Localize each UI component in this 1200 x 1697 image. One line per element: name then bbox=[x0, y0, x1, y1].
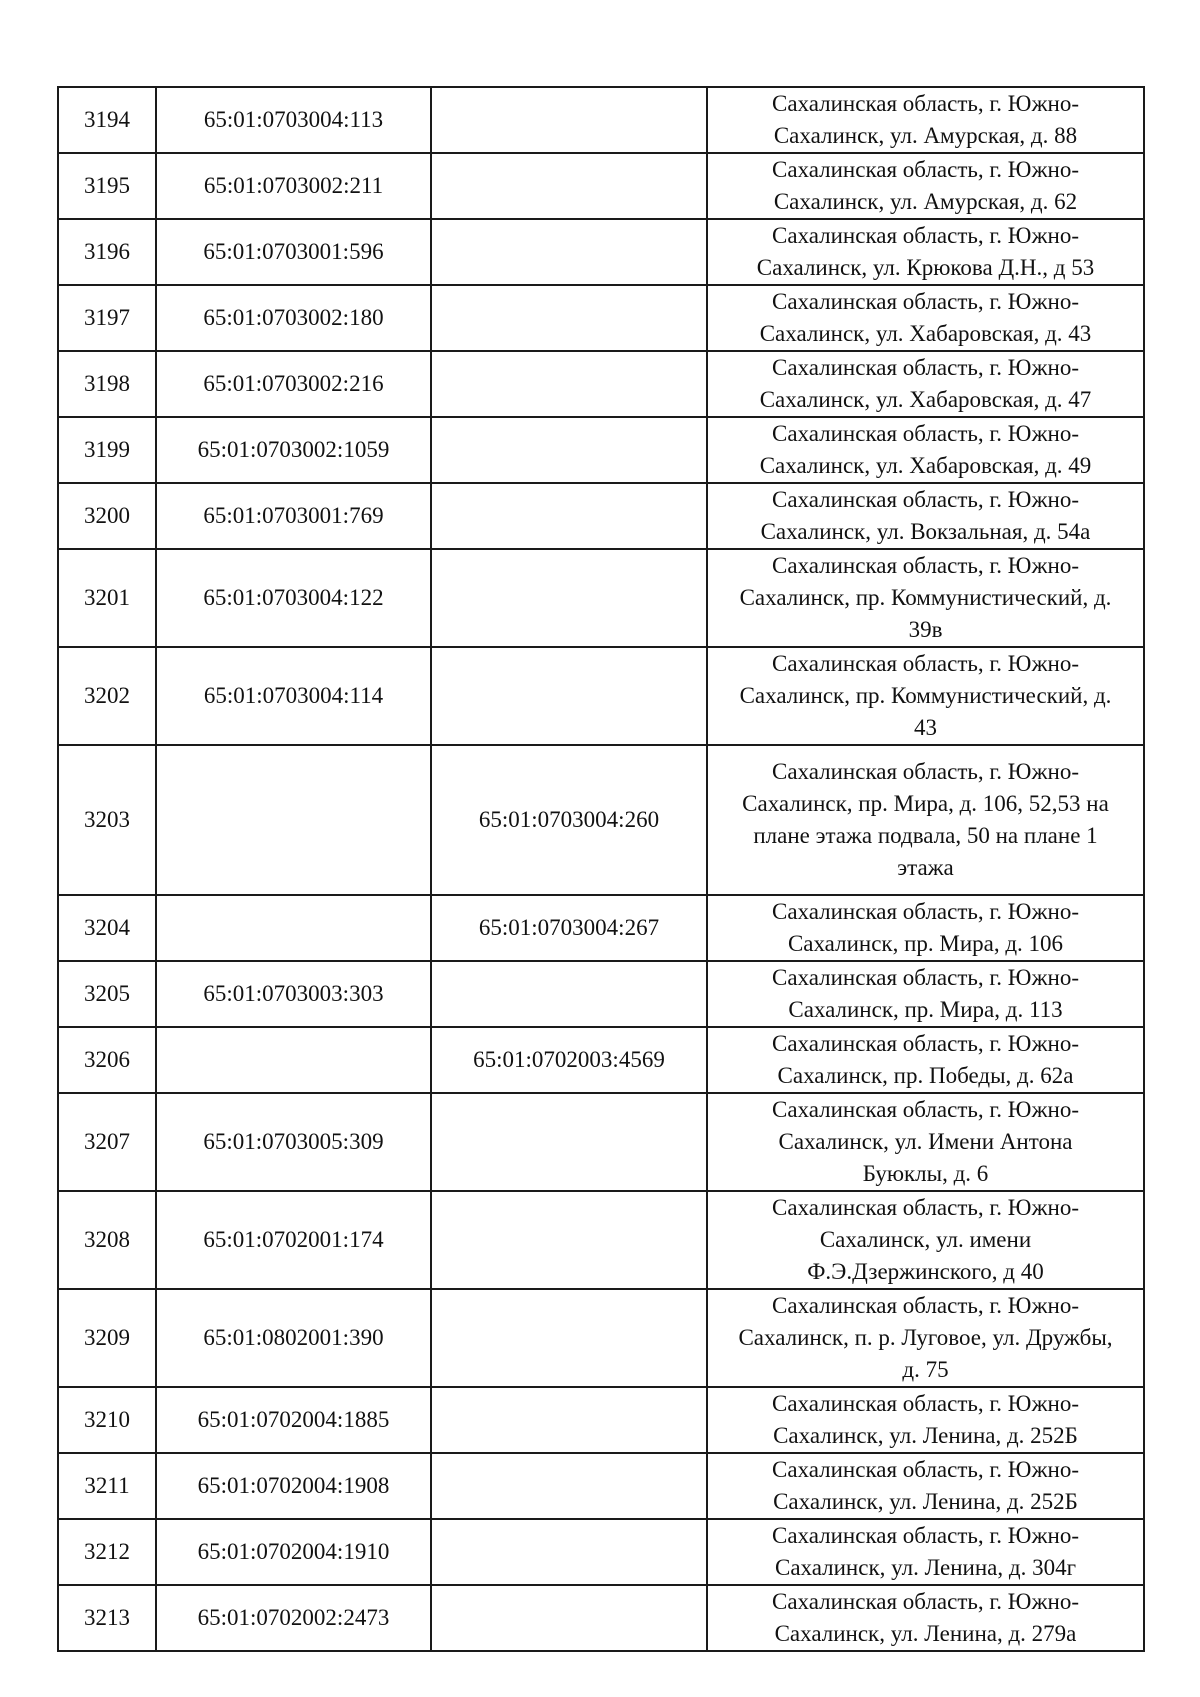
address-cell bbox=[707, 961, 1144, 1027]
address-line: Сахалинск, ул. Ленина, д. 279а bbox=[774, 1621, 1077, 1646]
building-cadastral-number-cell bbox=[431, 961, 707, 1027]
address-cell bbox=[707, 351, 1144, 417]
land-cadastral-number-cell: 65:01:0703003:303 bbox=[156, 961, 431, 1027]
registry-table-body bbox=[58, 87, 1144, 1651]
building-cadastral-number-cell bbox=[431, 1191, 707, 1289]
address-line: Сахалинск, пр. Коммунистический, д. bbox=[739, 585, 1112, 610]
address-cell bbox=[707, 1093, 1144, 1191]
land-cadastral-number-cell: 65:01:0802001:390 bbox=[156, 1289, 431, 1387]
land-cadastral-number-cell bbox=[156, 895, 431, 961]
table-row bbox=[58, 1093, 1144, 1191]
land-cadastral-number-cell: 65:01:0703002:211 bbox=[156, 153, 431, 219]
table-row bbox=[58, 1027, 1144, 1093]
address-line: Сахалинск, ул. Амурская, д. 62 bbox=[773, 189, 1078, 214]
land-cadastral-number-cell: 65:01:0703001:769 bbox=[156, 483, 431, 549]
address-line: Сахалинск, пр. Мира, д. 106, 52,53 на bbox=[742, 791, 1109, 816]
address-line: Сахалинск, пр. Коммунистический, д. bbox=[739, 683, 1112, 708]
row-number-cell: 3195 bbox=[58, 153, 156, 219]
table-row bbox=[58, 285, 1144, 351]
row-number-cell: 3201 bbox=[58, 549, 156, 647]
table-row bbox=[58, 87, 1144, 153]
table-row bbox=[58, 483, 1144, 549]
address-cell bbox=[707, 219, 1144, 285]
address-cell bbox=[707, 87, 1144, 153]
row-number-cell: 3212 bbox=[58, 1519, 156, 1585]
address-line: Сахалинск, ул. Хабаровская, д. 43 bbox=[759, 321, 1092, 346]
address-line: Сахалинская область, г. Южно- bbox=[771, 487, 1079, 512]
land-cadastral-number-cell bbox=[156, 745, 431, 895]
address-line: Сахалинск, пр. Победы, д. 62а bbox=[777, 1063, 1074, 1088]
building-cadastral-number-cell bbox=[431, 351, 707, 417]
building-cadastral-number-cell bbox=[431, 1585, 707, 1651]
table-row bbox=[58, 219, 1144, 285]
address-line: плане этажа подвала, 50 на плане 1 bbox=[753, 823, 1098, 848]
building-cadastral-number-cell bbox=[431, 285, 707, 351]
table-row bbox=[58, 549, 1144, 647]
row-number-cell: 3197 bbox=[58, 285, 156, 351]
address-line: Сахалинск, ул. Ленина, д. 252Б bbox=[773, 1489, 1078, 1514]
address-line: Сахалинск, ул. Хабаровская, д. 47 bbox=[759, 387, 1092, 412]
building-cadastral-number-cell bbox=[431, 1093, 707, 1191]
address-line: Сахалинская область, г. Южно- bbox=[771, 223, 1079, 248]
land-cadastral-number-cell: 65:01:0702002:2473 bbox=[156, 1585, 431, 1651]
address-cell bbox=[707, 549, 1144, 647]
address-line: Сахалинская область, г. Южно- bbox=[771, 1031, 1079, 1056]
row-number-cell: 3211 bbox=[58, 1453, 156, 1519]
building-cadastral-number-cell bbox=[431, 647, 707, 745]
land-cadastral-number-cell: 65:01:0703004:113 bbox=[156, 87, 431, 153]
address-line: Сахалинская область, г. Южно- bbox=[771, 1589, 1079, 1614]
building-cadastral-number-cell: 65:01:0703004:267 bbox=[431, 895, 707, 961]
building-cadastral-number-cell bbox=[431, 417, 707, 483]
row-number-cell: 3200 bbox=[58, 483, 156, 549]
table-row bbox=[58, 1519, 1144, 1585]
address-line: Буюклы, д. 6 bbox=[862, 1161, 989, 1186]
address-cell bbox=[707, 1453, 1144, 1519]
address-cell bbox=[707, 1519, 1144, 1585]
land-cadastral-number-cell: 65:01:0702004:1885 bbox=[156, 1387, 431, 1453]
address-line: д. 75 bbox=[902, 1357, 949, 1382]
building-cadastral-number-cell bbox=[431, 483, 707, 549]
table-row bbox=[58, 895, 1144, 961]
land-cadastral-number-cell: 65:01:0703001:596 bbox=[156, 219, 431, 285]
address-line: Сахалинская область, г. Южно- bbox=[771, 651, 1079, 676]
building-cadastral-number-cell: 65:01:0702003:4569 bbox=[431, 1027, 707, 1093]
land-cadastral-number-cell: 65:01:0703004:114 bbox=[156, 647, 431, 745]
address-cell bbox=[707, 153, 1144, 219]
address-cell bbox=[707, 1289, 1144, 1387]
address-line: Сахалинская область, г. Южно- bbox=[771, 91, 1079, 116]
table-row bbox=[58, 417, 1144, 483]
table-row bbox=[58, 745, 1144, 895]
land-cadastral-number-cell: 65:01:0702004:1910 bbox=[156, 1519, 431, 1585]
land-cadastral-number-cell: 65:01:0703005:309 bbox=[156, 1093, 431, 1191]
address-line: 43 bbox=[914, 715, 937, 740]
address-line: Сахалинск, ул. Ленина, д. 304г bbox=[774, 1555, 1077, 1580]
table-row bbox=[58, 1289, 1144, 1387]
building-cadastral-number-cell bbox=[431, 549, 707, 647]
address-line: Сахалинск, ул. Ленина, д. 252Б bbox=[773, 1423, 1078, 1448]
address-line: Сахалинск, ул. Вокзальная, д. 54а bbox=[760, 519, 1091, 544]
building-cadastral-number-cell: 65:01:0703004:260 bbox=[431, 745, 707, 895]
address-line: Сахалинская область, г. Южно- bbox=[771, 965, 1079, 990]
row-number-cell: 3203 bbox=[58, 745, 156, 895]
address-line: этажа bbox=[897, 855, 954, 880]
building-cadastral-number-cell bbox=[431, 153, 707, 219]
row-number-cell: 3205 bbox=[58, 961, 156, 1027]
land-cadastral-number-cell bbox=[156, 1027, 431, 1093]
row-number-cell: 3198 bbox=[58, 351, 156, 417]
address-cell bbox=[707, 647, 1144, 745]
address-line: Сахалинская область, г. Южно- bbox=[771, 1293, 1079, 1318]
address-cell bbox=[707, 895, 1144, 961]
land-cadastral-number-cell: 65:01:0702004:1908 bbox=[156, 1453, 431, 1519]
address-line: Сахалинск, ул. Амурская, д. 88 bbox=[773, 123, 1078, 148]
row-number-cell: 3194 bbox=[58, 87, 156, 153]
table-row bbox=[58, 961, 1144, 1027]
address-line: Сахалинск, ул. Имени Антона bbox=[778, 1129, 1073, 1154]
address-line: Сахалинская область, г. Южно- bbox=[771, 355, 1079, 380]
table-row bbox=[58, 351, 1144, 417]
table-row bbox=[58, 647, 1144, 745]
property-registry-table bbox=[57, 86, 1145, 1652]
address-line: Сахалинская область, г. Южно- bbox=[771, 421, 1079, 446]
building-cadastral-number-cell bbox=[431, 1289, 707, 1387]
address-line: Сахалинск, ул. имени bbox=[819, 1227, 1032, 1252]
address-line: Сахалинская область, г. Южно- bbox=[771, 759, 1079, 784]
row-number-cell: 3206 bbox=[58, 1027, 156, 1093]
table-row bbox=[58, 1453, 1144, 1519]
table-row bbox=[58, 1585, 1144, 1651]
building-cadastral-number-cell bbox=[431, 87, 707, 153]
address-line: 39в bbox=[908, 617, 943, 642]
row-number-cell: 3210 bbox=[58, 1387, 156, 1453]
address-cell bbox=[707, 417, 1144, 483]
address-cell bbox=[707, 483, 1144, 549]
row-number-cell: 3207 bbox=[58, 1093, 156, 1191]
address-line: Сахалинская область, г. Южно- bbox=[771, 1195, 1079, 1220]
address-cell bbox=[707, 1387, 1144, 1453]
row-number-cell: 3209 bbox=[58, 1289, 156, 1387]
address-line: Сахалинская область, г. Южно- bbox=[771, 289, 1079, 314]
land-cadastral-number-cell: 65:01:0703002:180 bbox=[156, 285, 431, 351]
row-number-cell: 3196 bbox=[58, 219, 156, 285]
address-cell bbox=[707, 1585, 1144, 1651]
table-row bbox=[58, 153, 1144, 219]
building-cadastral-number-cell bbox=[431, 1453, 707, 1519]
address-line: Сахалинская область, г. Южно- bbox=[771, 553, 1079, 578]
address-cell bbox=[707, 1191, 1144, 1289]
land-cadastral-number-cell: 65:01:0703002:216 bbox=[156, 351, 431, 417]
address-cell bbox=[707, 745, 1144, 895]
address-line: Сахалинская область, г. Южно- bbox=[771, 1097, 1079, 1122]
address-line: Сахалинск, ул. Крюкова Д.Н., д 53 bbox=[756, 255, 1095, 280]
address-line: Сахалинск, пр. Мира, д. 106 bbox=[787, 931, 1064, 956]
building-cadastral-number-cell bbox=[431, 1387, 707, 1453]
land-cadastral-number-cell: 65:01:0703002:1059 bbox=[156, 417, 431, 483]
table-row bbox=[58, 1191, 1144, 1289]
address-line: Сахалинская область, г. Южно- bbox=[771, 1391, 1079, 1416]
land-cadastral-number-cell: 65:01:0703004:122 bbox=[156, 549, 431, 647]
row-number-cell: 3202 bbox=[58, 647, 156, 745]
address-line: Сахалинск, пр. Мира, д. 113 bbox=[788, 997, 1063, 1022]
building-cadastral-number-cell bbox=[431, 219, 707, 285]
address-line: Ф.Э.Дзержинского, д 40 bbox=[807, 1259, 1044, 1284]
address-line: Сахалинская область, г. Южно- bbox=[771, 1457, 1079, 1482]
address-line: Сахалинск, п. р. Луговое, ул. Дружбы, bbox=[738, 1325, 1113, 1350]
address-line: Сахалинская область, г. Южно- bbox=[771, 157, 1079, 182]
row-number-cell: 3213 bbox=[58, 1585, 156, 1651]
table-row bbox=[58, 1387, 1144, 1453]
address-cell bbox=[707, 1027, 1144, 1093]
building-cadastral-number-cell bbox=[431, 1519, 707, 1585]
row-number-cell: 3208 bbox=[58, 1191, 156, 1289]
address-line: Сахалинская область, г. Южно- bbox=[771, 1523, 1079, 1548]
row-number-cell: 3199 bbox=[58, 417, 156, 483]
row-number-cell: 3204 bbox=[58, 895, 156, 961]
address-cell bbox=[707, 285, 1144, 351]
address-line: Сахалинск, ул. Хабаровская, д. 49 bbox=[759, 453, 1092, 478]
land-cadastral-number-cell: 65:01:0702001:174 bbox=[156, 1191, 431, 1289]
address-line: Сахалинская область, г. Южно- bbox=[771, 899, 1079, 924]
